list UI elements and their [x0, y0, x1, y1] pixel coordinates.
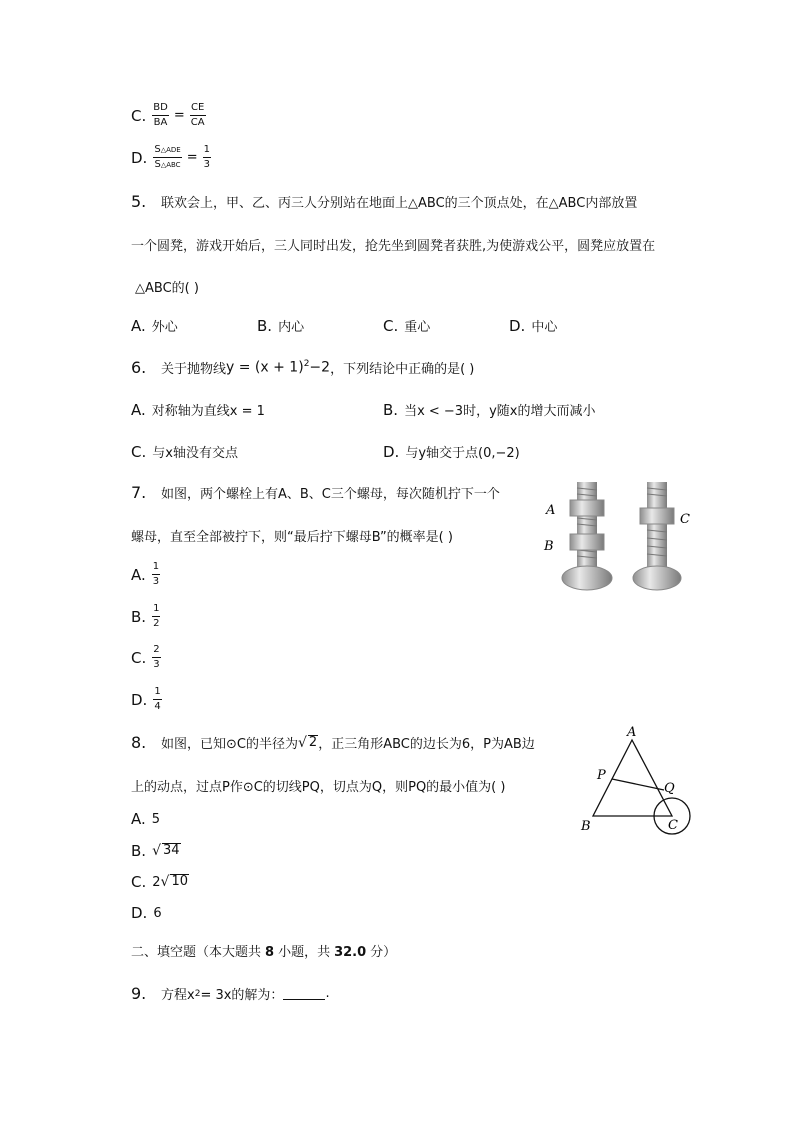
numerator — [153, 145, 181, 158]
option-text: 5 — [151, 811, 161, 827]
fraction-lhs — [152, 103, 169, 128]
q7-line-2: 螺母，直至全部被拧下，则“最后拧下螺母B”的概率是( ) — [131, 530, 453, 545]
question-text: 联欢会上，甲、乙、丙三人分别站在地面上△ABC的三个顶点处，在△ABC内部放置 — [161, 196, 638, 211]
triangle-figure — [576, 724, 696, 840]
bolts-figure — [540, 478, 700, 598]
option-text: 与x轴没有交点 — [152, 446, 238, 461]
q6-option-c — [131, 442, 238, 461]
q7-option-d — [131, 687, 162, 712]
question-number: 7. — [131, 483, 147, 502]
option-label: D. — [383, 442, 400, 461]
numerator: 1 — [203, 145, 211, 158]
numerator: BD — [152, 103, 169, 116]
q6-option-b — [383, 400, 595, 419]
question-text-end: ，下列结论中正确的是( ) — [330, 362, 475, 377]
q4-option-c — [131, 103, 206, 128]
option-text: 当x < −3时，y随x的增大而减小 — [404, 404, 596, 419]
numerator: CE — [190, 103, 206, 116]
sqrt-symbol: √ — [152, 843, 161, 859]
question-number: 6. — [131, 358, 147, 377]
q8-option-b — [131, 842, 181, 860]
radicand: 2 — [308, 734, 318, 750]
option-label: B. — [131, 842, 147, 860]
q7-line-1 — [131, 483, 500, 502]
sqrt-symbol: √ — [297, 734, 307, 751]
option-label: A. — [131, 565, 146, 584]
question-text: 方程x — [161, 988, 195, 1003]
option-text: 与y轴交于点(0,−2) — [405, 446, 520, 461]
q7-option-c — [131, 645, 161, 670]
numerator: 2 — [152, 645, 160, 658]
question-count: 8 — [265, 945, 275, 960]
q5-line-1 — [131, 192, 637, 211]
label-a: A — [546, 503, 556, 518]
numerator: 1 — [152, 562, 160, 575]
period: . — [325, 986, 330, 1001]
denominator: 4 — [154, 701, 161, 712]
option-label: A. — [131, 810, 146, 828]
q5-option-a — [131, 316, 178, 335]
fraction — [152, 604, 160, 629]
option-text: 内心 — [278, 320, 305, 335]
q5-option-b — [257, 316, 304, 335]
option-label: C. — [131, 442, 147, 461]
equals-sign: = — [173, 108, 185, 123]
fraction — [153, 687, 161, 712]
q9-line — [131, 984, 330, 1003]
q8-line-2: 上的动点，过点P作⊙C的切线PQ，切点为Q，则PQ的最小值为( ) — [131, 780, 506, 795]
q5-line-3: △ABC的( ) — [135, 281, 199, 296]
option-label: D. — [131, 148, 148, 167]
right-bolt — [633, 482, 681, 590]
question-text: 如图，已知⊙C的半径为 — [161, 737, 298, 752]
formula-tail: −2 — [309, 359, 331, 376]
q6-option-d — [383, 442, 520, 461]
question-number: 5. — [131, 192, 147, 211]
option-label: B. — [383, 400, 399, 419]
q4-option-d — [131, 145, 211, 170]
coefficient: 2 — [152, 874, 161, 890]
label-b: B — [544, 539, 554, 554]
denominator: 2 — [153, 618, 160, 629]
answer-blank[interactable] — [283, 987, 325, 1000]
label-q: Q — [664, 781, 675, 796]
label-b: B — [581, 819, 591, 834]
option-label: B. — [131, 607, 147, 626]
q8-option-a — [131, 810, 160, 828]
radicand: 34 — [162, 843, 180, 859]
option-text: 中心 — [531, 320, 558, 335]
q7-option-a — [131, 562, 160, 587]
option-label: C. — [131, 648, 147, 667]
q8-option-d — [131, 904, 162, 922]
question-text: = 3x的解为： — [200, 988, 284, 1003]
nut-b — [570, 534, 604, 550]
question-text: 如图，两个螺栓上有A、B、C三个螺母，每次随机拧下一个 — [161, 487, 500, 502]
area-symbol: S — [154, 144, 161, 155]
sqrt-symbol: √ — [160, 874, 170, 890]
q7-option-b — [131, 604, 160, 629]
section-heading — [131, 941, 396, 960]
denominator: CA — [190, 117, 205, 128]
denominator: 3 — [203, 159, 210, 170]
nut-a — [570, 500, 604, 516]
left-bolt — [562, 482, 612, 590]
option-label: C. — [131, 106, 147, 125]
option-text: 外心 — [151, 320, 178, 335]
denominator — [153, 158, 181, 170]
q5-line-2: 一个圆凳，游戏开始后，三人同时出发，抢先坐到圆凳者获胜,为使游戏公平，圆凳应放置在 — [131, 239, 656, 254]
parabola-formula — [226, 359, 330, 376]
numerator: 1 — [153, 687, 161, 700]
label-c: C — [668, 818, 678, 833]
q8-option-c — [131, 873, 189, 891]
fraction — [152, 645, 160, 670]
q5-option-c — [383, 316, 430, 335]
option-text: 重心 — [404, 320, 431, 335]
q6-stem — [131, 358, 474, 377]
fraction-rhs — [203, 145, 211, 170]
heading-text: 小题，共 — [278, 945, 331, 960]
area-symbol: S — [154, 159, 161, 170]
label-p: P — [597, 768, 606, 783]
option-label: A. — [131, 316, 146, 335]
option-text: 6 — [153, 905, 162, 921]
bolt-head — [633, 566, 681, 590]
option-label: B. — [257, 316, 273, 335]
q5-option-d — [509, 316, 557, 335]
question-text-end: ，正三角形ABC的边长为6，P为AB边 — [318, 737, 535, 752]
option-label: C. — [131, 873, 147, 891]
total-score: 32.0 — [334, 945, 367, 960]
question-number: 9. — [131, 984, 147, 1003]
fraction-lhs — [153, 145, 181, 170]
q6-option-a — [131, 400, 265, 419]
denominator: BA — [153, 117, 168, 128]
option-label: D. — [131, 904, 148, 922]
bolt-head — [562, 566, 612, 590]
option-text: 对称轴为直线x = 1 — [151, 404, 265, 419]
option-label: C. — [383, 316, 399, 335]
option-label: D. — [131, 690, 148, 709]
radicand: 10 — [171, 874, 188, 890]
label-a: A — [627, 725, 637, 740]
subscript: △ADE — [160, 146, 181, 154]
heading-text: 二、填空题（本大题共 — [131, 945, 262, 960]
option-label: A. — [131, 400, 146, 419]
question-text: 关于抛物线 — [161, 362, 227, 377]
nut-c — [640, 508, 674, 524]
denominator: 3 — [152, 576, 160, 587]
formula-exponent: 2 — [303, 359, 310, 370]
label-c: C — [680, 512, 690, 527]
q8-line-1 — [131, 733, 535, 752]
exponent: 2 — [194, 988, 201, 999]
denominator: 3 — [153, 659, 160, 670]
option-label: D. — [509, 316, 526, 335]
equals-sign: = — [186, 150, 198, 165]
heading-text: 分） — [370, 945, 397, 960]
tangent-pq — [612, 779, 664, 790]
question-number: 8. — [131, 733, 147, 752]
numerator: 1 — [152, 604, 160, 617]
fraction — [152, 562, 160, 587]
formula-base: y = (x + 1) — [226, 359, 304, 376]
subscript: △ABC — [160, 161, 181, 169]
fraction-rhs — [190, 103, 206, 128]
